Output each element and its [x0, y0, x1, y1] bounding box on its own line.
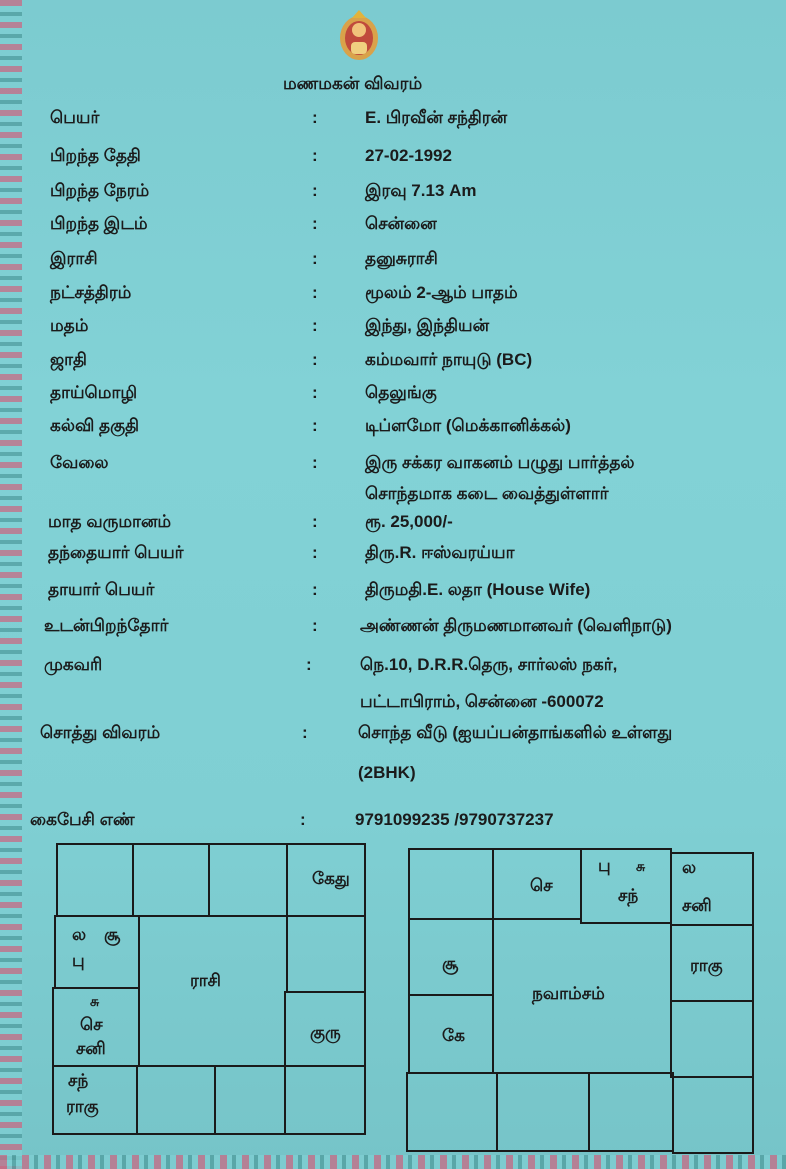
detail-label: நட்சத்திரம் [50, 283, 132, 302]
rasi-planet: ல [72, 925, 87, 944]
detail-label: உடன்பிறந்தோர் [44, 616, 169, 635]
rasi-planet: செ [80, 1015, 103, 1034]
navamsa-cell [496, 1072, 590, 1152]
detail-value-continued: (2BHK) [358, 763, 416, 782]
rasi-cell [284, 991, 366, 1067]
rasi-planet: சந் [68, 1071, 89, 1090]
decorative-border-left [0, 0, 22, 1169]
detail-colon: : [302, 723, 308, 742]
detail-value: சென்னை [365, 214, 437, 233]
detail-label: வேலை [50, 453, 109, 472]
detail-value: தெலுங்கு [365, 383, 437, 402]
rasi-cell [52, 1065, 138, 1135]
page-title: மணமகன் விவரம் [283, 74, 423, 93]
rasi-cell [136, 1065, 216, 1135]
detail-value: இந்து, இந்தியன் [365, 316, 490, 335]
navamsa-cell [408, 848, 494, 920]
detail-value: டிப்ளமோ (மெக்கானிக்கல்) [365, 416, 571, 435]
rasi-planet: ராகு [66, 1097, 99, 1116]
detail-value: 9791099235 /9790737237 [355, 810, 554, 829]
detail-label: கல்வி தகுதி [50, 416, 140, 435]
detail-value: தனுசுராசி [365, 249, 438, 268]
navamsa-center-label: நவாம்சம் [532, 984, 605, 1003]
detail-value: E. பிரவீன் சந்திரன் [365, 108, 508, 127]
rasi-planet: குரு [310, 1023, 341, 1042]
detail-value: திரு.R. ஈஸ்வரய்யா [365, 543, 515, 562]
navamsa-center [492, 922, 672, 1074]
detail-label: தாய்மொழி [50, 383, 138, 402]
navamsa-planet: கே [442, 1026, 465, 1045]
detail-colon: : [312, 543, 318, 562]
navamsa-planet: சூ [442, 954, 459, 973]
deity-emblem-icon [336, 8, 382, 62]
navamsa-cell [588, 1072, 674, 1152]
navamsa-planet: பு [598, 856, 611, 875]
detail-colon: : [312, 350, 318, 369]
navamsa-cell [672, 1076, 754, 1154]
detail-colon: : [300, 810, 306, 829]
navamsa-cell [670, 852, 754, 926]
detail-colon: : [312, 512, 318, 531]
navamsa-cell [580, 848, 672, 924]
navamsa-chart [404, 848, 756, 1158]
navamsa-cell [406, 1072, 498, 1152]
detail-value: கம்மவார் நாயுடு (BC) [365, 350, 533, 369]
navamsa-planet: ராகு [690, 956, 723, 975]
detail-colon: : [312, 249, 318, 268]
detail-colon: : [312, 108, 318, 127]
detail-value: சொந்த வீடு (ஐயப்பன்தாங்களில் உள்ளது [358, 723, 673, 742]
navamsa-cell [670, 1000, 754, 1078]
detail-colon: : [312, 316, 318, 335]
rasi-cell [52, 987, 140, 1067]
detail-value: இரு சக்கர வாகனம் பழுது பார்த்தல் [365, 453, 635, 472]
rasi-cell [208, 843, 288, 917]
detail-label: மதம் [50, 316, 89, 335]
navamsa-planet: சந் [618, 886, 639, 905]
rasi-planet: சூ [104, 925, 121, 944]
navamsa-planet: சு [636, 858, 646, 874]
navamsa-cell [670, 924, 754, 1002]
detail-colon: : [312, 580, 318, 599]
detail-label: பிறந்த இடம் [50, 214, 148, 233]
detail-label: பிறந்த தேதி [50, 146, 141, 165]
rasi-cell [286, 915, 366, 993]
navamsa-cell [408, 918, 494, 996]
detail-value: அண்ணன் திருமணமானவர் (வெளிநாடு) [360, 616, 672, 635]
detail-label: கைபேசி எண் [30, 810, 135, 829]
detail-value: ரூ. 25,000/- [365, 512, 453, 531]
detail-value: மூலம் 2-ஆம் பாதம் [365, 283, 518, 302]
detail-colon: : [312, 416, 318, 435]
rasi-cell [132, 843, 210, 917]
detail-value: திருமதி.E. லதா (House Wife) [365, 580, 591, 599]
rasi-chart [52, 843, 370, 1135]
detail-label: மாத வருமானம் [48, 512, 172, 531]
detail-label: ஜாதி [50, 350, 87, 369]
detail-value-continued: பட்டாபிராம், சென்னை -600072 [360, 692, 604, 711]
navamsa-cell [408, 994, 494, 1074]
navamsa-planet: செ [530, 876, 553, 895]
navamsa-planet: ல [682, 858, 697, 877]
detail-label: சொத்து விவரம் [40, 723, 161, 742]
detail-label: பெயர் [50, 108, 100, 127]
detail-colon: : [312, 616, 318, 635]
detail-label: இராசி [50, 249, 98, 268]
detail-value-continued: சொந்தமாக கடை வைத்துள்ளார் [365, 484, 609, 503]
navamsa-planet: சனி [682, 896, 712, 915]
rasi-planet: பு [72, 951, 85, 970]
rasi-planet: கேது [312, 869, 350, 888]
detail-colon: : [312, 283, 318, 302]
detail-label: தந்தையார் பெயர் [48, 543, 184, 562]
rasi-center [138, 915, 288, 1067]
detail-value: நெ.10, D.R.R.தெரு, சார்லஸ் நகர், [360, 655, 618, 674]
rasi-cell [56, 843, 134, 917]
detail-label: தாயார் பெயர் [48, 580, 155, 599]
detail-colon: : [306, 655, 312, 674]
rasi-center-label: ராசி [190, 971, 221, 990]
detail-label: முகவரி [44, 655, 103, 674]
detail-value: இரவு 7.13 Am [365, 181, 477, 200]
detail-colon: : [312, 383, 318, 402]
detail-label: பிறந்த நேரம் [50, 181, 150, 200]
detail-colon: : [312, 181, 318, 200]
detail-value: 27-02-1992 [365, 146, 452, 165]
navamsa-cell [492, 848, 582, 920]
detail-colon: : [312, 453, 318, 472]
rasi-cell [284, 1065, 366, 1135]
rasi-cell [214, 1065, 286, 1135]
rasi-cell [54, 915, 140, 989]
rasi-planet: சு [90, 993, 100, 1009]
detail-colon: : [312, 146, 318, 165]
rasi-planet: சனி [76, 1039, 106, 1058]
detail-colon: : [312, 214, 318, 233]
rasi-cell [286, 843, 366, 917]
